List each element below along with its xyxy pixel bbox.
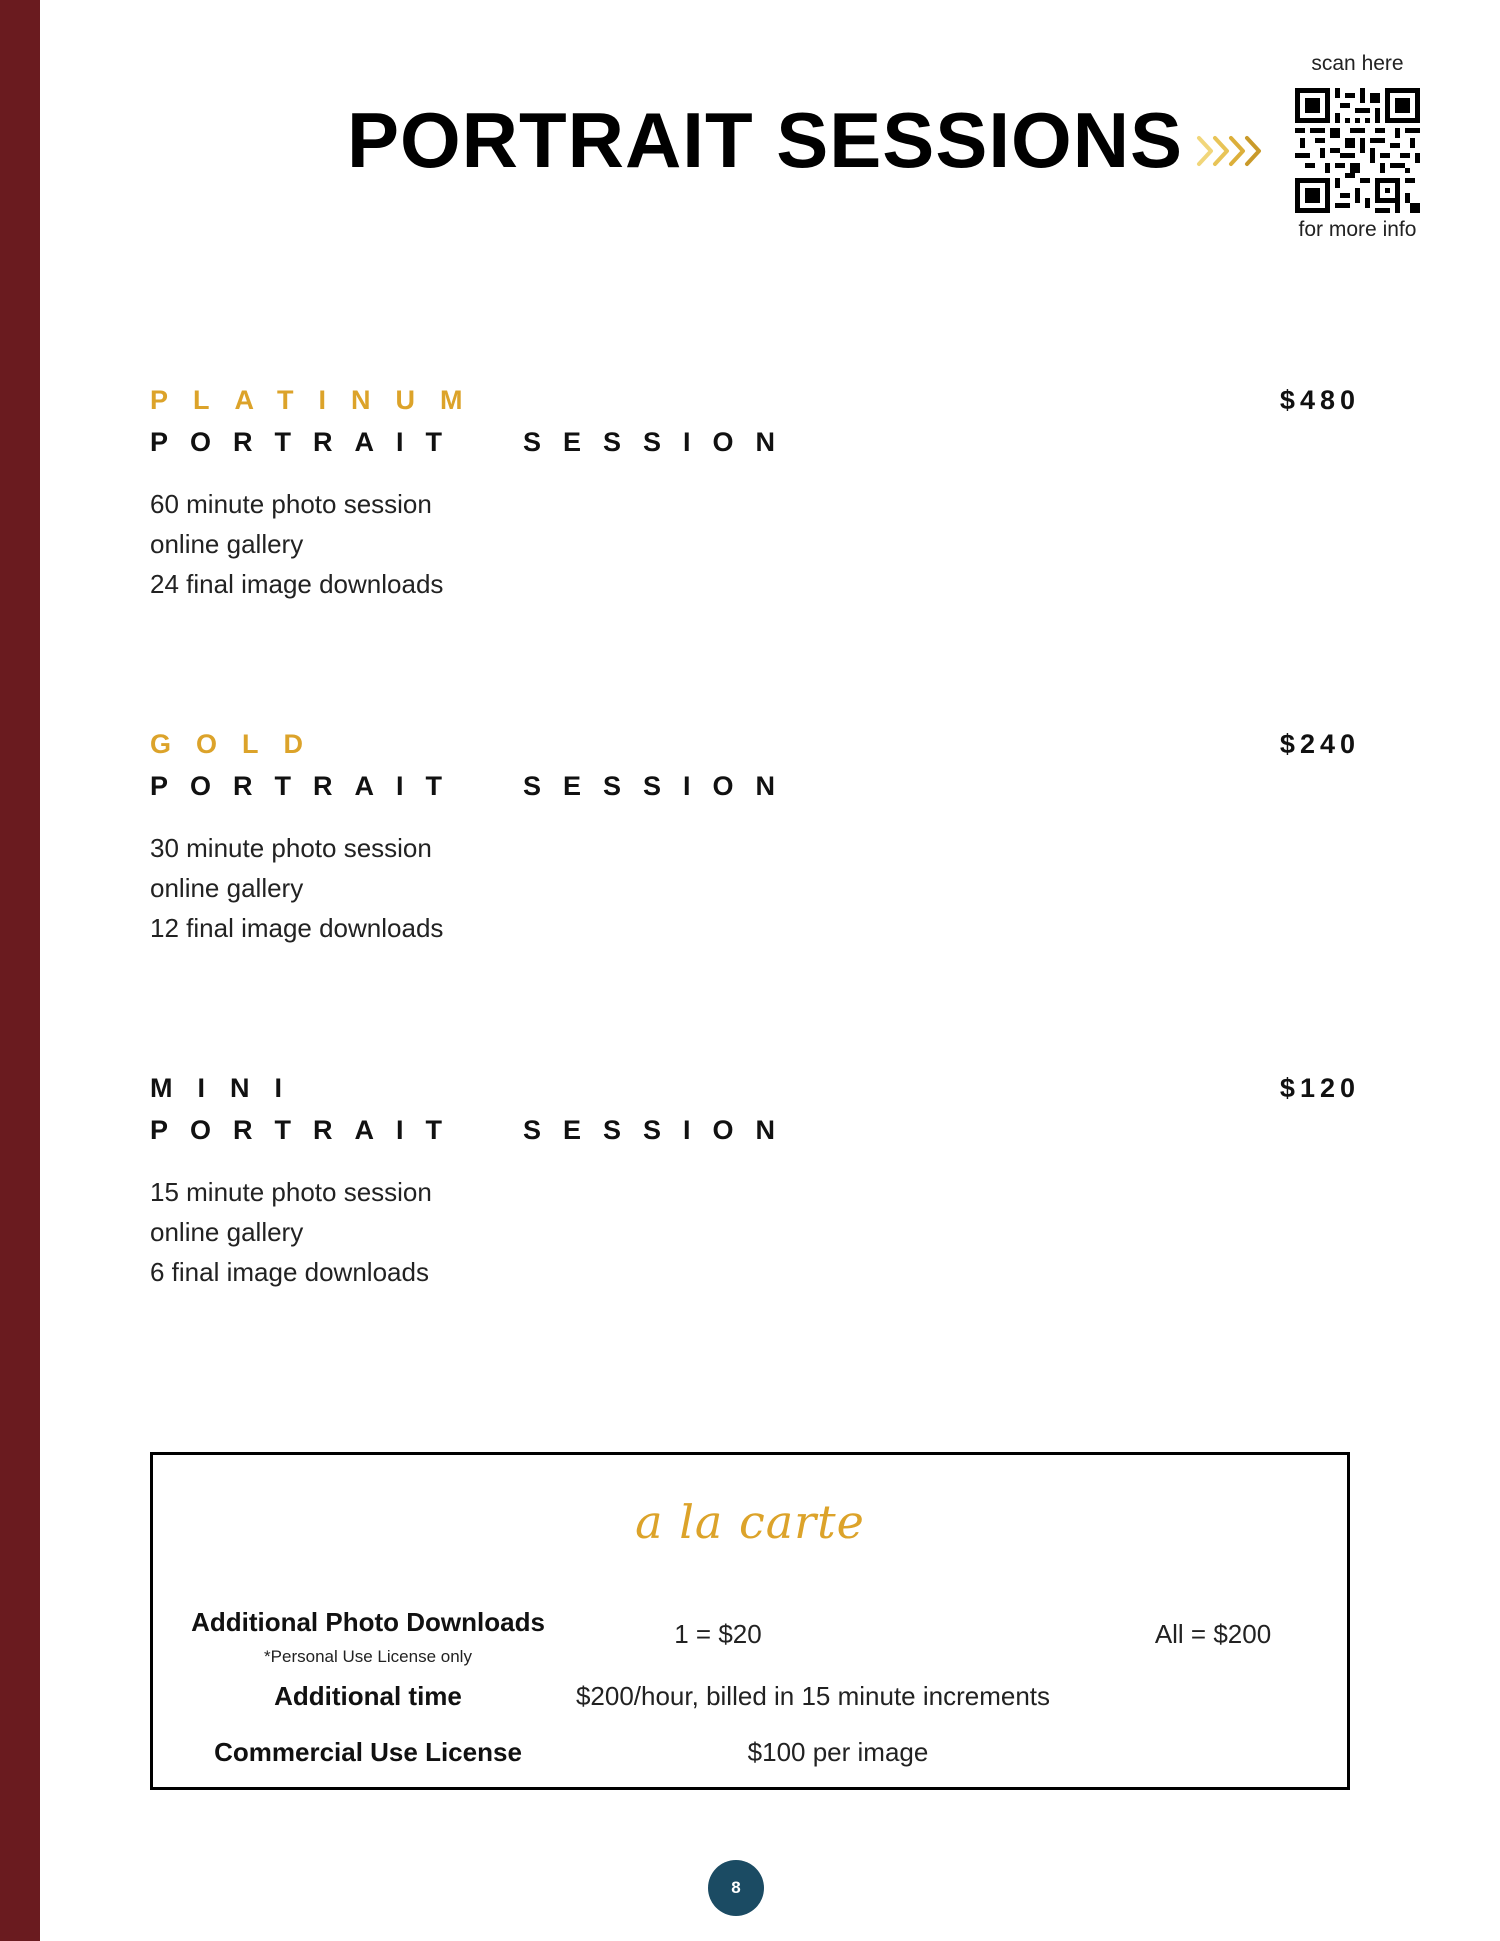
tier-features: [150, 828, 1360, 948]
tier-price: $480: [1279, 385, 1360, 415]
alacarte-label: Additional time: [274, 1681, 462, 1711]
tier-features: [150, 484, 1360, 604]
feature-item: online gallery: [150, 873, 304, 903]
tier-gold: [150, 724, 1360, 948]
feature-item: online gallery: [150, 1217, 304, 1247]
feature-item: 6 final image downloads: [150, 1257, 429, 1287]
alacarte-value-secondary: All = $200: [1154, 1619, 1272, 1649]
alacarte-value: 1 = $20: [674, 1619, 762, 1649]
feature-item: 12 final image downloads: [150, 913, 444, 943]
tier-name: GOLD: [150, 729, 328, 759]
tier-subtitle: PORTRAIT SESSION: [150, 1115, 798, 1145]
feature-item: online gallery: [150, 529, 304, 559]
feature-item: 60 minute photo session: [150, 489, 432, 519]
tier-subtitle: PORTRAIT SESSION: [150, 427, 798, 457]
tier-price: $240: [1279, 729, 1360, 759]
alacarte-heading: a la carte: [635, 1495, 865, 1549]
tier-name: PLATINUM: [150, 385, 488, 415]
tier-price: $120: [1279, 1073, 1360, 1103]
feature-item: 15 minute photo session: [150, 1177, 432, 1207]
side-color-bar: [0, 0, 40, 1941]
alacarte-label: Commercial Use License: [214, 1737, 522, 1767]
tier-mini: [150, 1068, 1360, 1292]
qr-caption-bottom: for more info: [1298, 218, 1417, 241]
feature-item: 24 final image downloads: [150, 569, 444, 599]
page-number-badge: 8: [708, 1860, 764, 1916]
chevrons-right-icon: [1195, 133, 1275, 169]
qr-code-icon[interactable]: [1295, 88, 1420, 213]
feature-item: 30 minute photo session: [150, 833, 432, 863]
tier-name: MINI: [150, 1073, 307, 1103]
page-title: PORTRAIT SESSIONS: [346, 96, 1184, 184]
alacarte-box: [150, 1452, 1350, 1790]
tier-platinum: [150, 380, 1360, 604]
tier-features: [150, 1172, 1360, 1292]
alacarte-value: $100 per image: [747, 1737, 929, 1767]
alacarte-note: *Personal Use License only: [264, 1647, 472, 1666]
alacarte-label: Additional Photo Downloads: [191, 1607, 545, 1637]
qr-caption-top: scan here: [1311, 52, 1404, 75]
alacarte-value: $200/hour, billed in 15 minute increments: [575, 1681, 1051, 1711]
tier-subtitle: PORTRAIT SESSION: [150, 771, 798, 801]
